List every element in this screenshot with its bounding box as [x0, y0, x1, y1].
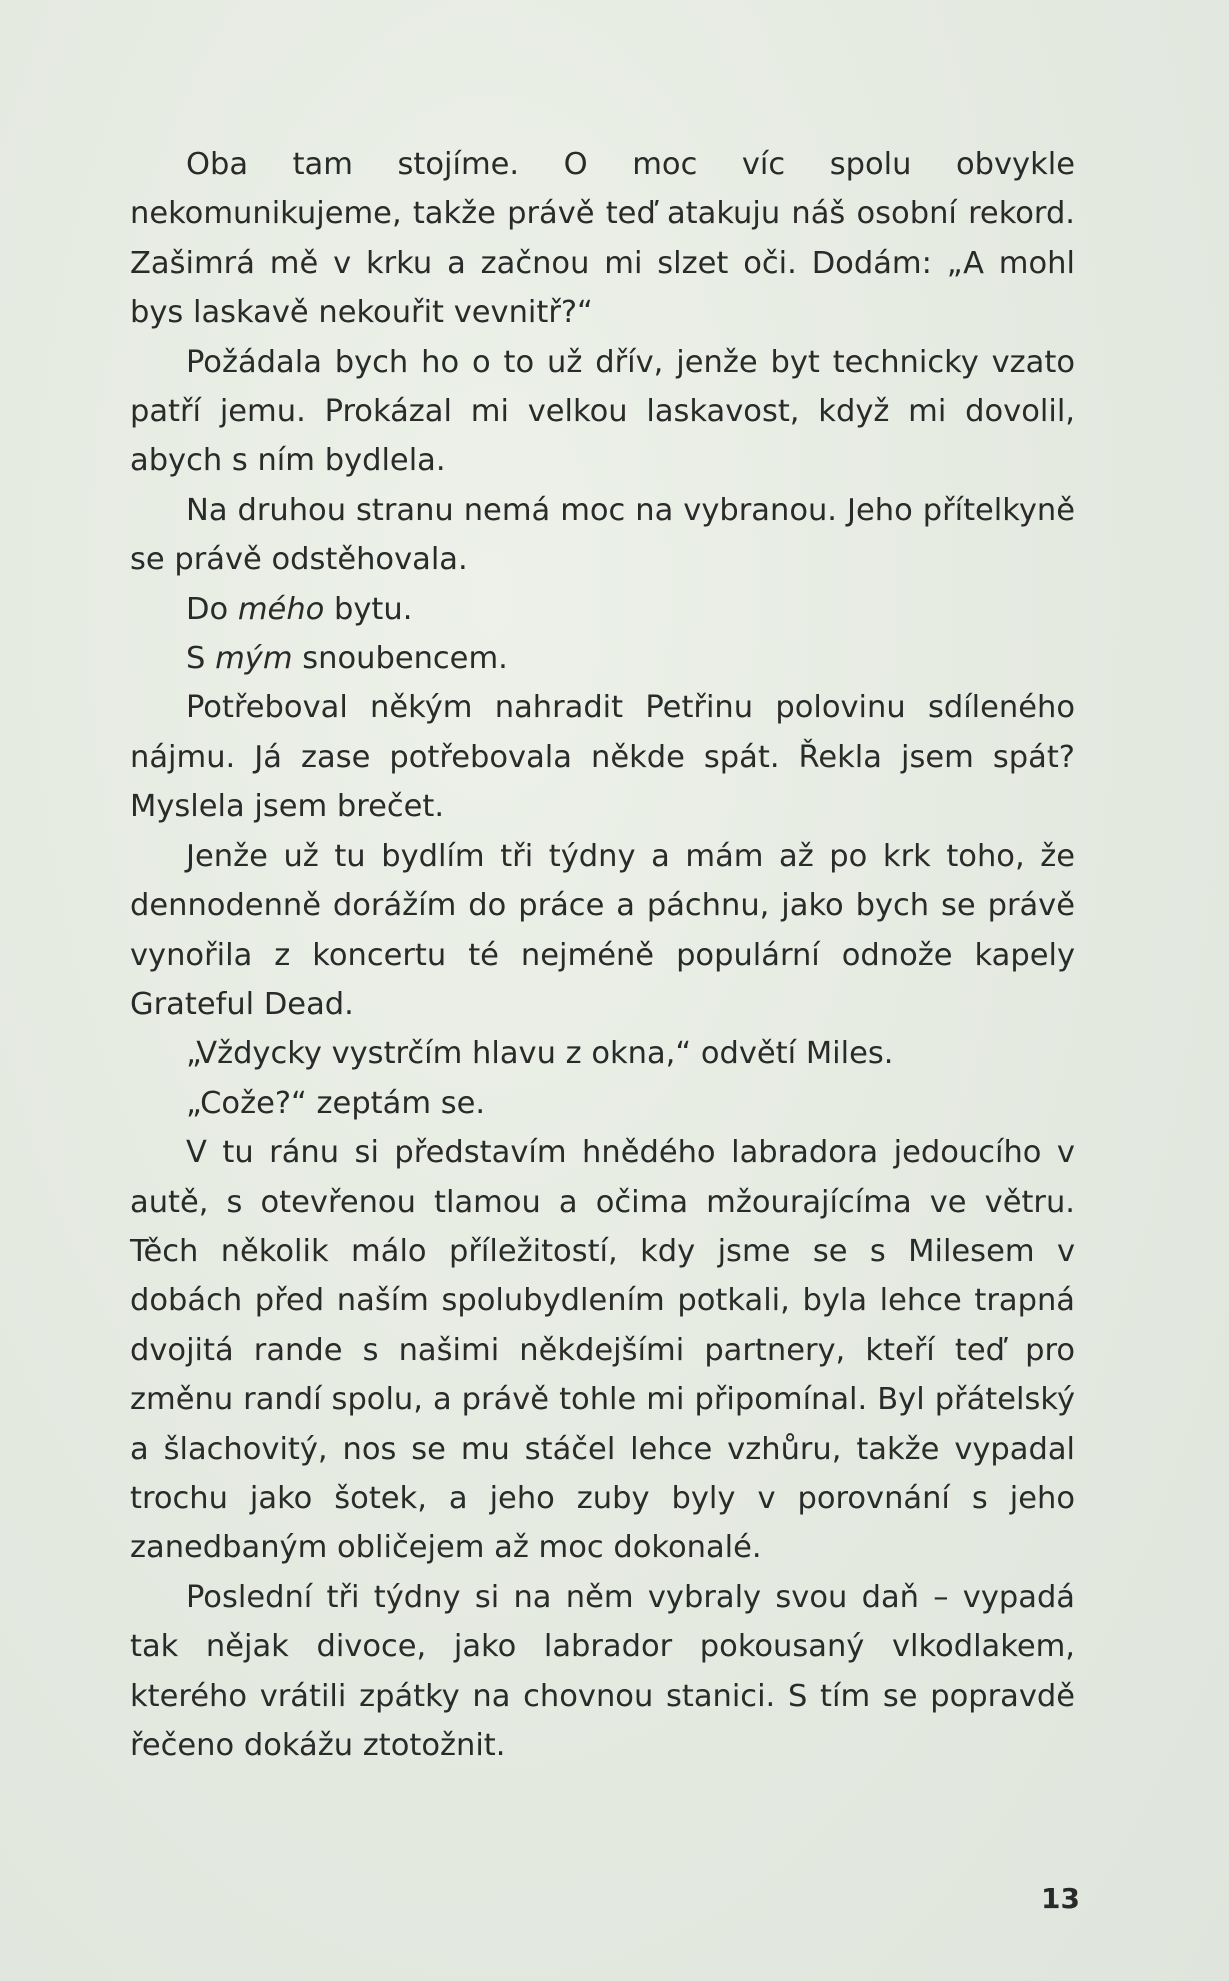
text-run: Potřeboval někým nahradit Petřinu polovinu sdíleného nájmu. Já zase potřebovala někde spát. Řekla jsem spát? Myslela jsem brečet. — [130, 690, 1075, 825]
text-run: snoubencem. — [292, 641, 508, 677]
text-run: Poslední tři týdny si na něm vybraly svou daň – vypadá tak nějak divoce, jako labrador pokousaný vlkodlakem, kterého vrátili zpátky na chovnou stanici. S tím se popravdě řečeno dokážu ztotožnit. — [130, 1579, 1075, 1763]
text-run: „Cože?“ zeptám se. — [186, 1085, 486, 1121]
text-run: bytu. — [324, 591, 413, 627]
paragraph — [130, 832, 1075, 1030]
paragraph — [130, 338, 1075, 486]
text-run: „Vždycky vystrčím hlavu z okna,“ odvětí Miles. — [186, 1036, 894, 1072]
paragraph — [130, 683, 1075, 831]
text-run: Do — [186, 591, 238, 627]
page-number: 13 — [1041, 1882, 1080, 1915]
paragraph — [130, 1029, 1075, 1078]
body-text — [130, 140, 1075, 1770]
text-run: Požádala bych ho o to už dřív, jenže byt technicky vzato patří jemu. Prokázal mi velkou laskavost, když mi dovolil, abych s ním bydlela. — [130, 344, 1075, 479]
paragraph — [130, 486, 1075, 585]
italic-text: mého — [237, 591, 325, 627]
italic-text: mým — [215, 641, 293, 677]
paragraph — [130, 1128, 1075, 1573]
paragraph — [130, 585, 1075, 634]
text-run: Jenže už tu bydlím tři týdny a mám až po krk toho, že dennodenně dorážím do práce a páchnu, jako bych se právě vynořila z koncertu té nejméně populární odnože kapely Grateful Dead. — [130, 838, 1075, 1022]
paragraph — [130, 634, 1075, 683]
text-run: V tu ránu si představím hnědého labradora jedoucího v autě, s otevřenou tlamou a očima mžourajícíma ve větru. Těch několik málo příležitostí, kdy jsme se s Milesem v dobách před naším spolubydlením potkali, byla lehce trapná dvojitá rande s našimi někdejšími partnery, kteří teď pro změnu randí spolu, a právě tohle mi připomínal. Byl přátelský a šlachovitý, nos se mu stáčel lehce vzhůru, takže vypadal trochu jako šotek, a jeho zuby byly v porovnání s jeho zanedbaným obličejem až moc dokonalé. — [130, 1135, 1075, 1566]
paragraph — [130, 1079, 1075, 1128]
paragraph — [130, 1573, 1075, 1771]
text-run: Oba tam stojíme. O moc víc spolu obvykle nekomunikujeme, takže právě teď atakuju náš osobní rekord. Zašimrá mě v krku a začnou mi slzet oči. Dodám: „A mohl bys laskavě nekouřit vevnitř?“ — [130, 147, 1075, 331]
text-run: S — [186, 641, 216, 677]
paragraph — [130, 140, 1075, 338]
text-run: Na druhou stranu nemá moc na vybranou. Jeho přítelkyně se právě odstěhovala. — [130, 492, 1075, 578]
